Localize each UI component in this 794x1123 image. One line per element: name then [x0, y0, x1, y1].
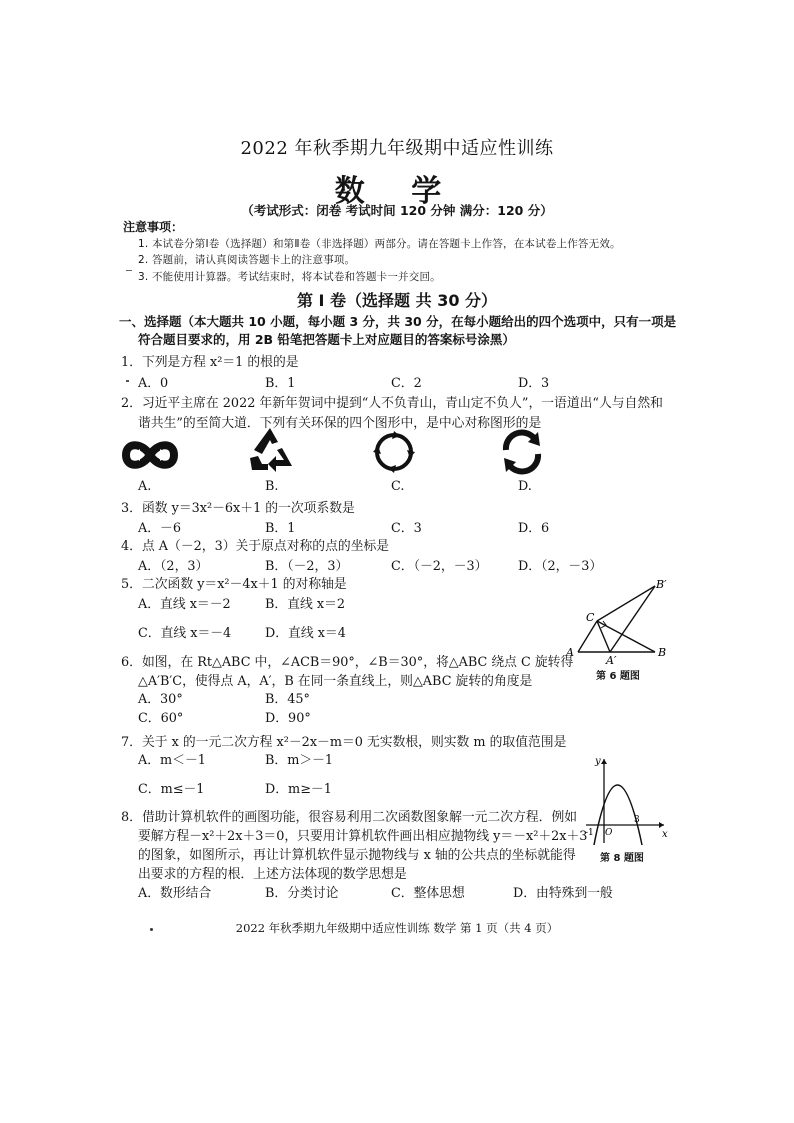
q1-option-a: A．0: [138, 376, 169, 391]
q8-option-a: A．数形结合: [138, 886, 212, 901]
q3-option-c: C．3: [391, 521, 422, 536]
q5-option-d: D．直线 x＝4: [265, 626, 346, 641]
q3-stem: 3．函数 y＝3x²－6x＋1 的一次项系数是: [121, 501, 355, 516]
q5-stem: 5．二次函数 y＝x²－4x＋1 的对称轴是: [121, 577, 347, 592]
circular-arrows-icon: [370, 428, 418, 476]
q7-option-b: B．m＞－1: [265, 753, 334, 768]
q6-figure-caption: 第 6 题图: [596, 671, 640, 682]
scan-dot: [126, 380, 129, 382]
infinity-recycle-icon: [120, 432, 180, 478]
section1-heading-line1: 一、选择题（本大题共 10 小题，每小题 3 分，共 30 分，在每小题给出的四个选项中，只有一项是: [119, 314, 677, 329]
q6-label-c: C: [586, 611, 595, 624]
scan-dot: [150, 928, 153, 931]
q2-option-a: A.: [138, 479, 152, 494]
q7-stem: 7．关于 x 的一元二次方程 x²－2x－m＝0 无实数根，则实数 m 的取值范围是: [121, 735, 567, 750]
q2-option-b: B.: [265, 479, 279, 494]
q7-option-d: D．m≥－1: [265, 782, 332, 797]
two-arrow-cycle-icon: [498, 428, 546, 476]
q4-stem: 4．点 A（－2，3）关于原点对称的点的坐标是: [121, 539, 390, 554]
q1-option-d: D．3: [518, 376, 550, 391]
q6-option-c: C．60°: [138, 711, 184, 726]
notice-item-1: 1. 本试卷分第Ⅰ卷（选择题）和第Ⅱ卷（非选择题）两部分。请在答题卡上作答，在本试卷上作答无效。: [138, 238, 621, 250]
exam-info: （考试形式：闭卷 考试时间 120 分钟 满分：120 分）: [241, 203, 553, 218]
q1-option-b: B．1: [265, 376, 296, 391]
q6-option-a: A．30°: [138, 692, 183, 707]
notice-item-2: 2. 答题前，请认真阅读答题卡上的注意事项。: [138, 254, 356, 266]
q2-option-d: D.: [518, 479, 532, 494]
q8-figure-caption: 第 8 题图: [600, 853, 644, 864]
section1-heading-line2: 符合题目要求的，用 2B 铅笔把答题卡上对应题目的答案标号涂黑）: [138, 332, 515, 347]
q6-stem-line1: 6．如图，在 Rt△ABC 中，∠ACB＝90°，∠B＝30°，将△ABC 绕点 C 旋转得: [121, 655, 574, 670]
q8-option-b: B．分类讨论: [265, 886, 339, 901]
q5-option-a: A．直线 x＝－2: [138, 597, 231, 612]
q6-figure: [562, 576, 682, 666]
q4-option-a: A．（2，3）: [138, 559, 209, 574]
q1-option-c: C．2: [391, 376, 422, 391]
q7-option-a: A．m＜－1: [138, 753, 206, 768]
scan-mark: [126, 270, 132, 271]
q8-label-neg-one: -1: [585, 828, 594, 838]
q6-option-d: D．90°: [265, 711, 311, 726]
q6-label-a: A: [566, 646, 574, 659]
q2-option-c: C.: [391, 479, 405, 494]
q8-label-y: y: [595, 756, 601, 767]
q8-label-three: 3: [634, 815, 640, 825]
q4-option-d: D．（2，－3）: [518, 559, 603, 574]
part1-title: 第 I 卷（选择题 共 30 分）: [296, 291, 498, 310]
q5-option-c: C．直线 x＝－4: [138, 626, 232, 641]
notice-heading: 注意事项：: [123, 220, 184, 234]
q6-option-b: B．45°: [265, 692, 310, 707]
subject-title: 数 学: [334, 174, 460, 209]
q8-option-c: C．整体思想: [391, 886, 465, 901]
q6-stem-line2: △A′B′C，使得点 A，A′，B 在同一条直线上，则△ABC 旋转的角度是: [138, 674, 533, 689]
notice-item-3: 3. 不能使用计算器。考试结束时，将本试卷和答题卡一并交回。: [138, 271, 441, 283]
q3-option-d: D．6: [518, 521, 550, 536]
q3-option-b: B．1: [265, 521, 296, 536]
q6-label-a-prime: A′: [606, 654, 617, 666]
exam-title: 2022 年秋季期九年级期中适应性训练: [240, 138, 554, 159]
q8-stem-line1: 8．借助计算机软件的画图功能，很容易利用二次函数图象解一元二次方程．例如: [121, 810, 578, 825]
q8-option-d: D．由特殊到一般: [513, 886, 613, 901]
q2-stem-line2: 谐共生”的至简大道．下列有关环保的四个图形中，是中心对称图形的是: [138, 416, 542, 431]
q7-option-c: C．m≤－1: [138, 782, 205, 797]
q8-stem-line2: 要解方程－x²＋2x＋3＝0，只要用计算机软件画出相应抛物线 y＝－x²＋2x＋3: [138, 829, 588, 844]
recycle-triangle-icon: [244, 424, 296, 476]
q1-stem: 1．下列是方程 x²＝1 的根的是: [121, 355, 299, 370]
q8-label-origin: O: [605, 828, 613, 838]
q2-stem-line1: 2．习近平主席在 2022 年新年贺词中提到“人不负青山，青山定不负人”，一语道出“人与自然和: [121, 396, 663, 411]
q4-option-b: B．（－2，3）: [265, 559, 349, 574]
q6-label-b-prime: B′: [656, 578, 667, 591]
q8-figure: [582, 755, 670, 847]
q5-option-b: B．直线 x＝2: [265, 597, 346, 612]
q8-stem-line4: 出要求的方程的根．上述方法体现的数学思想是: [138, 867, 407, 882]
q6-label-b: B: [658, 646, 667, 659]
q3-option-a: A．－6: [138, 521, 181, 536]
q8-label-x: x: [662, 829, 668, 840]
q4-option-c: C．（－2，－3）: [391, 559, 488, 574]
q8-stem-line3: 的图象，如图所示，再让计算机软件显示抛物线与 x 轴的公共点的坐标就能得: [138, 848, 576, 863]
page-footer: 2022 年秋季期九年级期中适应性训练 数学 第 1 页（共 4 页）: [235, 921, 559, 935]
